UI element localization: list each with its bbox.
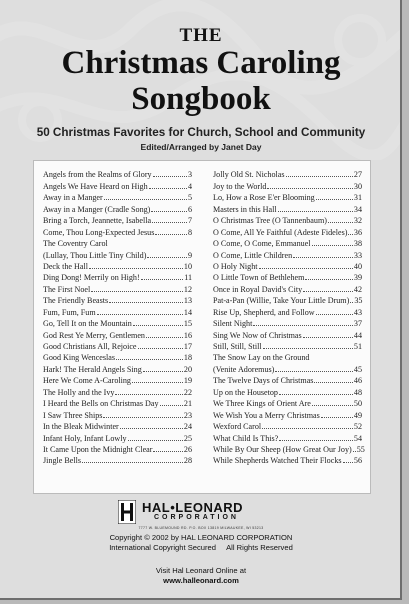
contents-entry	[213, 191, 362, 202]
page-number: 36	[353, 227, 362, 237]
page-number: 20	[183, 364, 192, 374]
page-number: 44	[353, 330, 362, 340]
page-number: 37	[353, 319, 362, 329]
dot-leader	[350, 302, 353, 303]
contents-entry	[213, 294, 362, 305]
song-title: We Wish You a Merry Christmas	[213, 410, 320, 420]
song-title: It Came Upon the Midnight Clear	[43, 444, 153, 454]
dot-leader	[132, 382, 183, 383]
song-title: I Saw Three Ships	[43, 410, 103, 420]
dot-leader	[286, 176, 353, 177]
song-title: While Shepherds Watched Their Flocks	[213, 456, 342, 466]
song-title: God Rest Ye Merry, Gentlemen	[43, 330, 145, 340]
dot-leader	[109, 302, 183, 303]
title-the: THE	[179, 25, 223, 46]
contents-column-right	[213, 168, 365, 466]
page-number: 15	[183, 319, 192, 329]
contents-entry	[43, 340, 192, 351]
contents-entry	[43, 260, 192, 271]
rights-line: International Copyright Secured All Rights Reserved	[109, 543, 293, 552]
contents-entry	[213, 305, 362, 316]
visit-line: Visit Hal Leonard Online at	[155, 566, 247, 575]
contents-entry	[43, 374, 192, 385]
book-title	[0, 26, 402, 117]
dot-leader	[279, 394, 353, 395]
contents-entry	[43, 317, 192, 328]
song-title: What Child Is This?	[213, 433, 279, 443]
dot-leader	[155, 234, 187, 235]
song-title: The Friendly Beasts	[43, 296, 109, 306]
song-title: Jingle Bells	[43, 456, 81, 466]
song-title: Away in a Manger (Cradle Song)	[43, 204, 151, 214]
song-title: Sing We Now of Christmas	[213, 330, 302, 340]
dot-leader	[116, 359, 183, 360]
song-title: Away in a Manger	[43, 193, 103, 203]
song-title: O Little Town of Bethlehem	[213, 273, 305, 283]
contents-entry	[43, 294, 192, 305]
website-url: www.halleonard.com	[163, 576, 239, 585]
dot-leader	[147, 257, 187, 258]
song-title: Bring a Torch, Jeannette, Isabella	[43, 216, 152, 226]
contents-entry	[213, 179, 362, 190]
song-title: Lo, How a Rose E'er Blooming	[213, 193, 315, 203]
song-title: While By Our Sheep (How Great Our Joy)	[213, 444, 352, 454]
dot-leader	[153, 451, 182, 452]
contents-entry	[43, 248, 192, 259]
song-title: The Coventry Carol	[43, 239, 108, 249]
song-title: Wexford Carol	[213, 422, 262, 432]
dot-leader	[312, 245, 353, 246]
dot-leader	[353, 451, 356, 452]
page-number: 25	[183, 433, 192, 443]
dot-leader	[314, 382, 352, 383]
page-number: 26	[183, 444, 192, 454]
contents-entry	[43, 191, 192, 202]
contents-entry	[43, 431, 192, 442]
song-title: O Christmas Tree (O Tannenbaum)	[213, 216, 327, 226]
contents-entry	[43, 408, 192, 419]
song-title: The Twelve Days of Christmas	[213, 376, 314, 386]
contents-entry	[213, 202, 362, 213]
song-title: Up on the Housetop	[213, 387, 278, 397]
dot-leader	[143, 371, 183, 372]
song-title: Masters in this Hall	[213, 204, 277, 214]
dot-leader	[133, 325, 183, 326]
page-number: 30	[353, 181, 362, 191]
contents-entry	[213, 408, 362, 419]
hal-leonard-h-icon	[118, 500, 136, 524]
page-number: 8	[187, 227, 192, 237]
contents-entry	[213, 260, 362, 271]
dot-leader	[103, 417, 182, 418]
dot-leader	[321, 417, 353, 418]
contents-entry	[213, 168, 362, 179]
song-title: The First Noel	[43, 284, 91, 294]
copyright-line: Copyright © 2002 by HAL LEONARD CORPORATION	[109, 533, 293, 542]
page-number: 7	[187, 216, 192, 226]
contents-entry	[213, 317, 362, 328]
page-number: 21	[183, 399, 192, 409]
dot-leader	[138, 348, 183, 349]
contents-box	[33, 160, 371, 494]
contents-column-left	[43, 168, 192, 465]
dot-leader	[253, 325, 353, 326]
page-number: 32	[353, 216, 362, 226]
page-number: 11	[184, 273, 192, 283]
song-title: Angels from the Realms of Glory	[43, 170, 152, 180]
page-number: 40	[353, 261, 362, 271]
contents-entry	[43, 454, 192, 465]
page-number: 5	[187, 193, 192, 203]
dot-leader	[152, 222, 187, 223]
song-title: I Heard the Bells on Christmas Day	[43, 399, 159, 409]
song-title: O Come, All Ye Faithful (Adeste Fideles)	[213, 227, 348, 237]
dot-leader	[97, 314, 183, 315]
song-title: Come, Thou Long-Expected Jesus	[43, 227, 155, 237]
song-title: O Holy Night	[213, 261, 258, 271]
page-number: 42	[353, 284, 362, 294]
dot-leader	[343, 462, 353, 463]
song-title: Ding Dong! Merrily on High!	[43, 273, 140, 283]
contents-entry	[213, 374, 362, 385]
dot-leader	[316, 314, 353, 315]
song-title: The Snow Lay on the Ground	[213, 353, 310, 363]
page-number: 54	[353, 433, 362, 443]
song-title: Pat-a-Pan (Willie, Take Your Little Drum)	[213, 296, 350, 306]
dot-leader	[141, 279, 184, 280]
page-number: 10	[183, 261, 192, 271]
page-number: 38	[353, 239, 362, 249]
contents-entry	[43, 420, 192, 431]
page-number: 35	[354, 296, 363, 306]
dot-leader	[120, 428, 183, 429]
contents-entry	[213, 248, 362, 259]
contents-entry	[43, 168, 192, 179]
page-number: 56	[353, 456, 362, 466]
contents-entry	[213, 443, 365, 454]
page-number: 14	[183, 307, 192, 317]
page-number: 22	[183, 387, 192, 397]
dot-leader	[312, 405, 353, 406]
page-number: 3	[187, 170, 192, 180]
page-number: 13	[183, 296, 192, 306]
page-number: 50	[353, 399, 362, 409]
page-number: 49	[353, 410, 362, 420]
contents-entry	[213, 271, 362, 282]
contents-entry	[213, 362, 362, 373]
dot-leader	[259, 268, 353, 269]
page-number: 55	[356, 444, 365, 454]
dot-leader	[275, 371, 353, 372]
song-title: Good Christians All, Rejoice	[43, 342, 137, 351]
song-title: Still, Still, Still	[213, 342, 262, 351]
dot-leader	[305, 279, 352, 280]
song-title: O Come, Little Children	[213, 250, 293, 260]
dot-leader	[82, 462, 183, 463]
song-title: We Three Kings of Orient Are	[213, 399, 311, 409]
page-number: 12	[183, 284, 192, 294]
page-number: 52	[353, 422, 362, 432]
publisher-name: HAL•LEONARD	[142, 500, 244, 515]
dot-leader	[149, 188, 187, 189]
copyright-block	[0, 533, 402, 553]
title-christmas-caroling: Christmas Caroling	[61, 45, 341, 81]
song-title: Deck the Hall	[43, 261, 88, 271]
contents-entry	[213, 340, 362, 351]
song-title: Jolly Old St. Nicholas	[213, 170, 285, 180]
dot-leader	[316, 199, 353, 200]
editor-credit: Edited/Arranged by Janet Day	[140, 142, 262, 152]
contents-entry	[213, 351, 362, 362]
song-title: Here We Come A-Caroling	[43, 376, 131, 386]
dot-leader	[146, 337, 183, 338]
dot-leader	[262, 428, 353, 429]
page-number: 43	[353, 307, 362, 317]
page-number: 4	[187, 181, 192, 191]
dot-leader	[303, 337, 353, 338]
contents-entry	[43, 305, 192, 316]
page-number: 6	[187, 204, 192, 214]
dot-leader	[293, 257, 353, 258]
song-title: In the Bleak Midwinter	[43, 422, 119, 432]
page-number: 39	[353, 273, 362, 283]
song-title: Rise Up, Shepherd, and Follow	[213, 307, 315, 317]
dot-leader	[151, 211, 187, 212]
song-title: Silent Night	[213, 319, 253, 329]
contents-entry	[213, 385, 362, 396]
dot-leader	[153, 176, 187, 177]
page-number: 28	[183, 456, 192, 466]
dot-leader	[89, 268, 183, 269]
page-number: 24	[183, 422, 192, 432]
contents-entry	[43, 202, 192, 213]
dot-leader	[160, 405, 183, 406]
dot-leader	[91, 291, 183, 292]
page-number: 31	[353, 193, 362, 203]
contents-entry	[213, 214, 362, 225]
page-number: 17	[183, 342, 192, 351]
contents-entry	[43, 351, 192, 362]
page-number: 33	[353, 250, 362, 260]
contents-entry	[213, 225, 362, 236]
contents-entry	[43, 179, 192, 190]
dot-leader	[278, 211, 353, 212]
contents-entry	[43, 282, 192, 293]
dot-leader	[115, 394, 182, 395]
dot-leader	[328, 222, 353, 223]
contents-entry	[43, 237, 192, 248]
contents-entry	[213, 431, 362, 442]
song-title: The Holly and the Ivy	[43, 387, 115, 397]
page-number: 9	[187, 250, 192, 260]
page-number: 18	[183, 353, 192, 363]
contents-entry	[213, 420, 362, 431]
page-number: 45	[353, 364, 362, 374]
dot-leader	[263, 348, 353, 349]
book-subtitle: 50 Christmas Favorites for Church, School and Community	[36, 126, 366, 139]
song-title: Good King Wenceslas	[43, 353, 116, 363]
page-number: 19	[183, 376, 192, 386]
contents-entry	[43, 362, 192, 373]
song-title: (Venite Adoremus)	[213, 364, 275, 374]
dot-leader	[267, 188, 353, 189]
contents-entry	[213, 282, 362, 293]
contents-entry	[43, 271, 192, 282]
page-number: 48	[353, 387, 362, 397]
page-number: 16	[183, 330, 192, 340]
dot-leader	[279, 440, 353, 441]
contents-entry	[43, 328, 192, 339]
song-title: Once in Royal David's City	[213, 284, 303, 294]
page-number: 51	[353, 342, 362, 351]
contents-entry	[213, 397, 362, 408]
song-title: O Come, O Come, Emmanuel	[213, 239, 311, 249]
song-title: Fum, Fum, Fum	[43, 307, 96, 317]
dot-leader	[128, 440, 183, 441]
song-title: Angels We Have Heard on High	[43, 181, 148, 191]
website-block	[0, 566, 402, 586]
song-title: Joy to the World	[213, 181, 267, 191]
page-number: 23	[183, 410, 192, 420]
dot-leader	[303, 291, 353, 292]
dot-leader	[348, 234, 352, 235]
song-title: Infant Holy, Infant Lowly	[43, 433, 127, 443]
dot-leader	[104, 199, 187, 200]
contents-entry	[213, 237, 362, 248]
song-title: (Lullay, Thou Little Tiny Child)	[43, 250, 147, 260]
page-number: 27	[353, 170, 362, 180]
page-number: 46	[353, 376, 362, 386]
song-title: Go, Tell It on the Mountain	[43, 319, 132, 329]
contents-entry	[43, 397, 192, 408]
title-songbook: Songbook	[131, 81, 271, 117]
contents-entry	[213, 454, 362, 465]
contents-entry	[43, 225, 192, 236]
publisher-corporation: CORPORATION	[154, 514, 239, 521]
contents-entry	[43, 385, 192, 396]
publisher-logo	[118, 500, 288, 524]
contents-entry	[213, 328, 362, 339]
page-number: 34	[353, 204, 362, 214]
contents-entry	[43, 443, 192, 454]
song-title: Hark! The Herald Angels Sing	[43, 364, 142, 374]
publisher-address: 7777 W. BLUEMOUND RD. P.O. BOX 13819 MILWAUKEE, WI 53213	[138, 526, 264, 530]
contents-entry	[43, 214, 192, 225]
